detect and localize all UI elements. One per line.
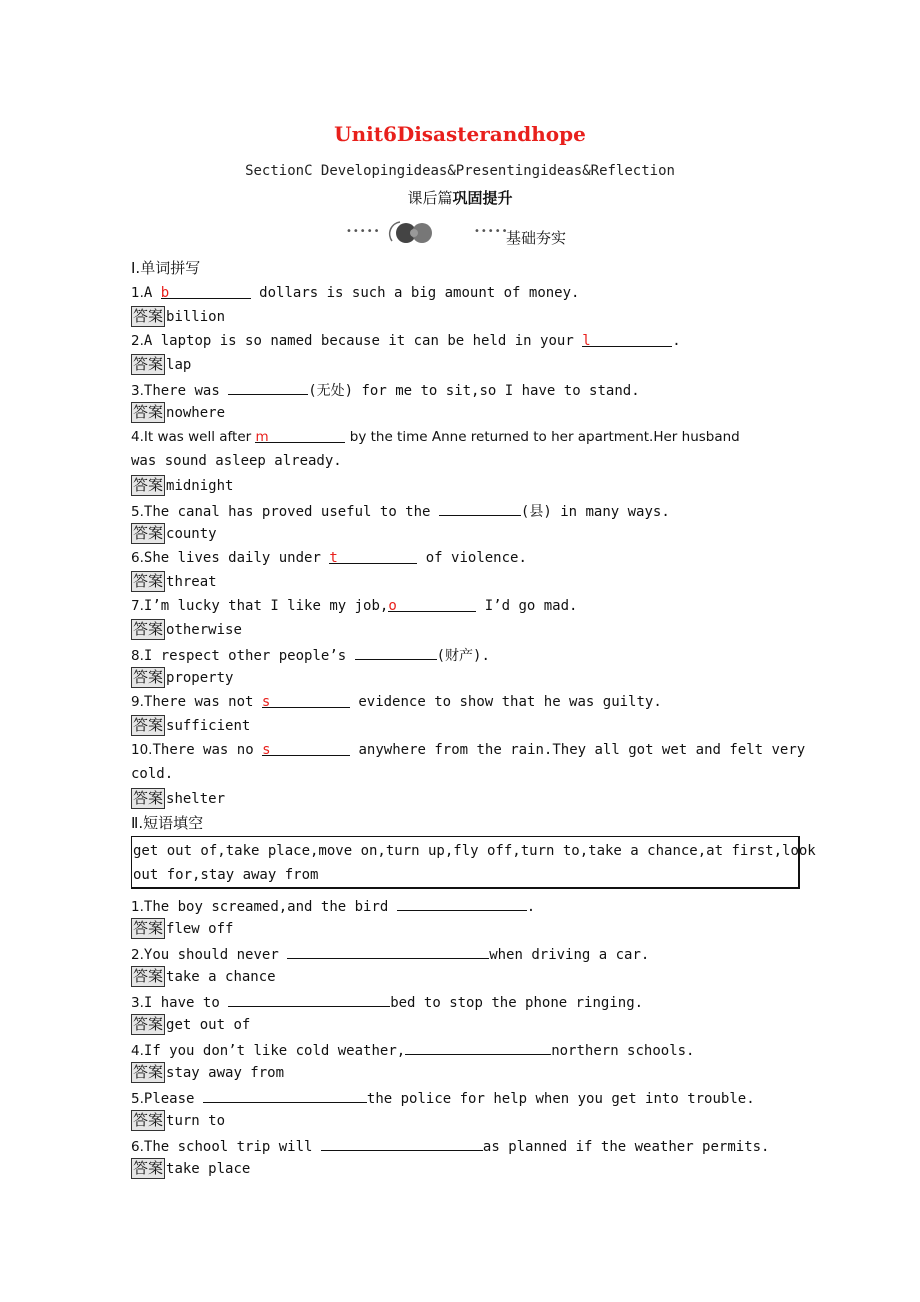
answer-tag: 答案 (133, 572, 164, 590)
question-10: 10.There was no s anywhere from the rain.They all got wet and felt very (131, 742, 806, 758)
phrase-answer-1: 答案 flew off (133, 919, 234, 937)
answer-blank[interactable] (287, 943, 489, 959)
answer-blank[interactable] (439, 500, 521, 516)
answer-5: 答案 county (133, 524, 217, 542)
question-6: 6.She lives daily under t of violence. (131, 550, 527, 566)
question-9: 9.There was not s evidence to show that he was guilty. (131, 694, 662, 710)
page-title: Unit6Disasterandhope (334, 122, 586, 146)
question-3: 3.There was (无处) for me to sit,so I have to stand. (131, 379, 640, 399)
answer-8: 答案 property (133, 668, 234, 686)
phrase-question-4: 4.If you don’t like cold weather, northern schools. (131, 1039, 694, 1059)
phrase-answer-4: 答案 stay away from (133, 1063, 285, 1081)
question-1: 1.A b dollars is such a big amount of money. (131, 285, 580, 301)
question-5: 5.The canal has proved useful to the (县) in many ways. (131, 500, 670, 520)
phrase-bank-line-1: get out of,take place,move on,turn up,fly off,turn to,take a chance,at first,look (133, 843, 816, 859)
phrase-answer-2: 答案 take a chance (133, 967, 276, 985)
answer-tag: 答案 (133, 716, 164, 734)
after-class-subtitle (0, 187, 920, 208)
answer-2: 答案 lap (133, 355, 192, 373)
answer-blank[interactable]: o (388, 596, 476, 612)
answer-tag: 答案 (133, 967, 164, 985)
answer-blank[interactable] (228, 991, 390, 1007)
question-2: 2.A laptop is so named because it can be held in your l . (131, 333, 681, 349)
phrase-question-5: 5.Please the police for help when you get into trouble. (131, 1087, 755, 1107)
answer-tag: 答案 (133, 668, 164, 686)
phrase-answer-6: 答案 take place (133, 1159, 251, 1177)
answer-blank[interactable]: t (329, 548, 417, 564)
answer-tag: 答案 (133, 476, 164, 494)
answer-tag: 答案 (133, 1015, 164, 1033)
section1-heading: Ⅰ.单词拼写 (131, 259, 201, 277)
section2-heading: Ⅱ.短语填空 (131, 814, 204, 832)
answer-blank[interactable] (355, 644, 437, 660)
banner-dots-right: ••••• (474, 226, 509, 237)
phrase-question-6: 6.The school trip will as planned if the weather permits. (131, 1135, 769, 1155)
answer-blank[interactable] (203, 1087, 367, 1103)
answer-4: 答案 midnight (133, 476, 234, 494)
phrase-answer-5: 答案 turn to (133, 1111, 226, 1129)
answer-6: 答案 threat (133, 572, 217, 590)
answer-7: 答案 otherwise (133, 620, 242, 638)
banner-label: 基础夯实 (506, 229, 567, 247)
subtitle-bold: 巩固提升 (452, 189, 513, 207)
phrase-question-3: 3.I have to bed to stop the phone ringing. (131, 991, 643, 1011)
answer-3: 答案 nowhere (133, 403, 226, 421)
question-8: 8.I respect other people’s (财产). (131, 644, 490, 664)
answer-blank[interactable]: l (582, 331, 672, 347)
phrase-question-1: 1.The boy screamed,and the bird . (131, 895, 535, 915)
phrase-answer-3: 答案 get out of (133, 1015, 251, 1033)
answer-blank[interactable]: m (255, 427, 345, 443)
answer-1: 答案 billion (133, 307, 226, 325)
subtitle-prefix: 课后篇 (407, 189, 453, 207)
answer-blank[interactable] (321, 1135, 483, 1151)
answer-blank[interactable] (405, 1039, 551, 1055)
answer-tag: 答案 (133, 403, 164, 421)
answer-blank[interactable] (228, 379, 308, 395)
phrase-bank-line-2: out for,stay away from (133, 867, 319, 883)
answer-tag: 答案 (133, 1063, 164, 1081)
answer-blank[interactable]: s (262, 740, 350, 756)
answer-tag: 答案 (133, 355, 164, 373)
answer-tag: 答案 (133, 307, 164, 325)
answer-10: 答案 shelter (133, 789, 226, 807)
answer-blank[interactable]: b (161, 283, 251, 299)
answer-tag: 答案 (133, 919, 164, 937)
answer-tag: 答案 (133, 524, 164, 542)
section-subtitle: SectionC Developingideas&Presentingideas&Reflection (245, 163, 675, 179)
answer-tag: 答案 (133, 789, 164, 807)
answer-9: 答案 sufficient (133, 716, 251, 734)
phrase-question-2: 2.You should never when driving a car. (131, 943, 649, 963)
answer-blank[interactable] (397, 895, 527, 911)
answer-tag: 答案 (133, 1159, 164, 1177)
question-7: 7.I’m lucky that I like my job,o I’d go mad. (131, 598, 578, 614)
answer-tag: 答案 (133, 1111, 164, 1129)
answer-tag: 答案 (133, 620, 164, 638)
phrase-bank-box (131, 836, 816, 889)
question-4: 4.It was well after m by the time Anne returned to her apartment.Her husband (131, 429, 740, 445)
section-banner (346, 218, 586, 248)
double-circle-icon (386, 219, 438, 245)
question-10-continued: cold. (131, 766, 174, 782)
question-4-continued: was sound asleep already. (131, 453, 342, 469)
banner-dots-left: ••••• (346, 226, 381, 237)
answer-blank[interactable]: s (262, 692, 350, 708)
